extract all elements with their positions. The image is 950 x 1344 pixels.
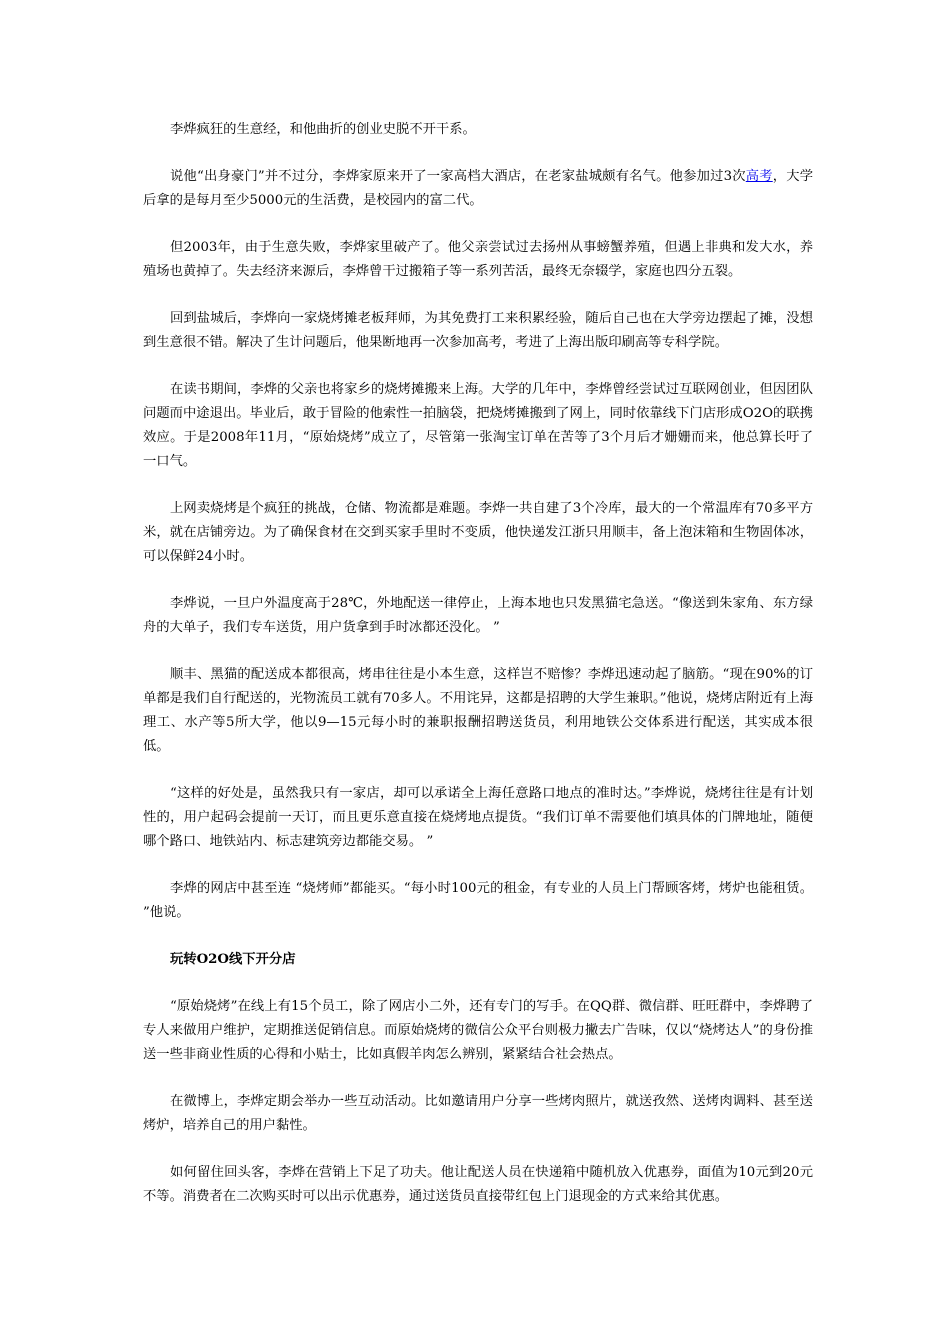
paragraph-7: 李烨说，一旦户外温度高于28℃，外地配送一律停止，上海本地也只发黑猫宅急送。“像送到朱家角、东方绿舟的大单子，我们专车送货，用户货拿到手时冰都还没化。 ” (143, 596, 813, 635)
paragraph-3: 但2003年，由于生意失败，李烨家里破产了。他父亲尝试过去扬州从事螃蟹养殖，但遇上非典和发大水，养殖场也黄掉了。失去经济来源后，李烨曾干过搬箱子等一系列苦活，最终无奈辍学，家庭也四分五裂。 (143, 240, 813, 279)
paragraph-9: “这样的好处是，虽然我只有一家店，却可以承诺全上海任意路口地点的准时达。”李烨说，烧烤往往是有计划性的，用户起码会提前一天订，而且更乐意直接在烧烤地点提货。“我们订单不需要他们填具体的门牌地址，随便哪个路口、地铁站内、标志建筑旁边都能交易。 ” (143, 786, 813, 849)
paragraph-10: 李烨的网店中甚至连 “烧烤师”都能买。“每小时100元的租金，有专业的人员上门帮顾客烤，烤炉也能租赁。 ”他说。 (143, 881, 813, 920)
paragraph-13: 如何留住回头客，李烨在营销上下足了功夫。他让配送人员在快递箱中随机放入优惠券，面值为10元到20元不等。消费者在二次购买时可以出示优惠券，通过送货员直接带红包上门退现金的方式来给其优惠。 (143, 1165, 813, 1204)
paragraph-5: 在读书期间，李烨的父亲也将家乡的烧烤摊搬来上海。大学的几年中，李烨曾经尝试过互联网创业，但因团队问题而中途退出。毕业后，敢于冒险的他索性一拍脑袋，把烧烤摊搬到了网上，同时依靠线下门店形成O2O的联携效应。于是2008年11月，“原始烧烤”成立了，尽管第一张淘宝订单在苦等了3个月后才姗姗而来，他总算长吁了一口气。 (143, 382, 813, 469)
section-heading: 玩转O2O线下开分店 (170, 952, 296, 967)
gaokao-link[interactable]: 高考 (745, 169, 773, 184)
paragraph-11: “原始烧烤”在线上有15个员工，除了网店小二外，还有专门的写手。在QQ群、微信群、旺旺群中，李烨聘了专人来做用户维护，定期推送促销信息。而原始烧烤的微信公众平台则极力撇去广告味，仅以“烧烤达人”的身份推送一些非商业性质的心得和小贴士，比如真假羊肉怎么辨别，紧紧结合社会热点。 (143, 999, 813, 1062)
paragraph-2-text-a: 说他“出身豪门”并不过分，李烨家原来开了一家高档大酒店，在老家盐城颇有名气。他参加过3次 (170, 169, 746, 184)
paragraph-6: 上网卖烧烤是个疯狂的挑战，仓储、物流都是难题。李烨一共自建了3个冷库，最大的一个常温库有70多平方米，就在店铺旁边。为了确保食材在交到买家手里时不变质，他快递发江浙只用顺丰，备上泡沫箱和生物固体冰，可以保鲜24小时。 (143, 501, 813, 564)
paragraph-12: 在微博上，李烨定期会举办一些互动活动。比如邀请用户分享一些烤肉照片，就送孜然、送烤肉调料、甚至送烤炉，培养自己的用户黏性。 (143, 1094, 813, 1133)
paragraph-8: 顺丰、黑猫的配送成本都很高，烤串往往是小本生意，这样岂不赔惨？李烨迅速动起了脑筋。“现在90%的订单都是我们自行配送的，光物流员工就有70多人。不用诧异，这都是招聘的大学生兼职。”他说，烧烤店附近有上海理工、水产等5所大学，他以9—15元每小时的兼职报酬招聘送货员，利用地铁公交体系进行配送，其实成本很低。 (143, 667, 813, 754)
paragraph-4: 回到盐城后，李烨向一家烧烤摊老板拜师，为其免费打工来积累经验，随后自己也在大学旁边摆起了摊，没想到生意很不错。解决了生计问题后，他果断地再一次参加高考，考进了上海出版印刷高等专科学院。 (143, 311, 813, 350)
paragraph-2 (143, 165, 813, 213)
paragraph-1: 李烨疯狂的生意经，和他曲折的创业史脱不开干系。 (170, 122, 476, 137)
article-body (143, 118, 813, 1232)
paragraph-2-text-b: ，大学后拿的是每月至少5000元的生活费，是校园内的富二代。 (143, 169, 813, 208)
